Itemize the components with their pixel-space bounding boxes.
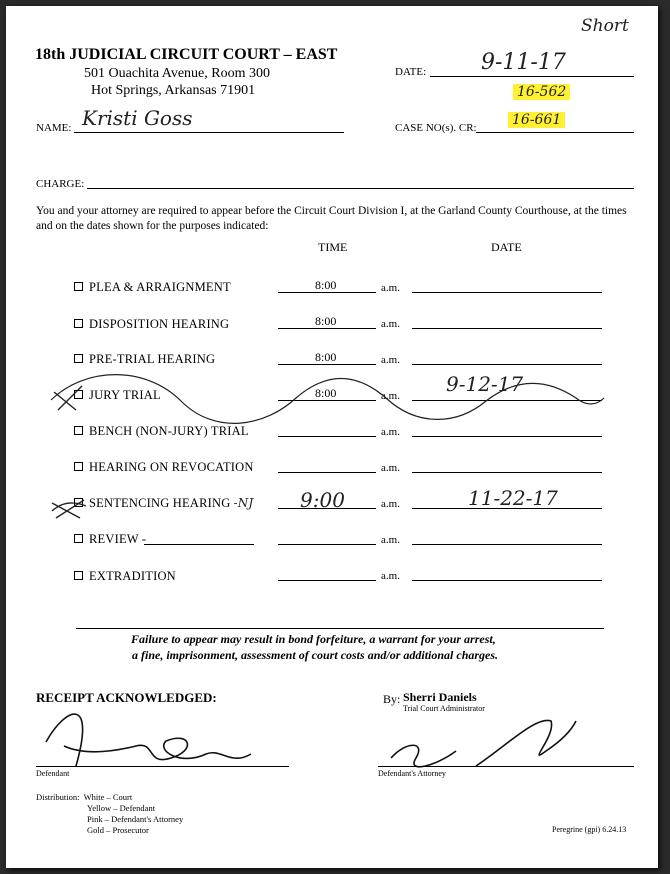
hearing-row: SENTENCING HEARING -NJ — [74, 496, 253, 511]
attorney-signature — [391, 720, 576, 766]
ampm-label: a.m. — [381, 354, 400, 366]
by-label: By: — [383, 692, 401, 706]
time-value: 8:00 — [315, 350, 337, 364]
sentencing-note: -NJ — [233, 496, 254, 510]
date-value: 9-11-17 — [481, 50, 566, 75]
handwritten-marks — [6, 6, 658, 868]
hearing-row: BENCH (NON-JURY) TRIAL — [74, 424, 249, 439]
distribution-item: Pink – Defendant's Attorney — [87, 814, 184, 824]
time-value: 9:00 — [300, 488, 345, 512]
form-id: Peregrine (gpi) 6.24.13 — [552, 825, 627, 834]
date-value: 9-12-17 — [446, 372, 524, 396]
distribution-item: Gold – Prosecutor — [87, 825, 149, 835]
hearing-row: DISPOSITION HEARING — [74, 317, 229, 332]
ampm-label: a.m. — [381, 570, 400, 582]
hearing-row: PLEA & ARRAIGNMENT — [74, 280, 231, 295]
attorney-label: Defendant's Attorney — [378, 769, 446, 778]
court-notice-page — [6, 6, 658, 868]
ampm-label: a.m. — [381, 462, 400, 474]
by-title: Trial Court Administrator — [403, 704, 485, 713]
date-column-header: DATE — [491, 240, 522, 254]
attorney-signature-line — [378, 766, 634, 767]
date-label: DATE: — [395, 66, 427, 78]
ampm-label: a.m. — [381, 498, 400, 510]
distribution-label: Distribution: — [36, 792, 80, 802]
warning-line2: a fine, imprisonment, assessment of court costs and/or additional charges. — [132, 648, 499, 662]
time-value: 8:00 — [315, 314, 337, 328]
warning-divider — [76, 628, 604, 629]
distribution-item: Yellow – Defendant — [87, 803, 156, 813]
by-name: Sherri Daniels — [403, 690, 477, 704]
court-name: 18th JUDICIAL CIRCUIT COURT – EAST — [35, 46, 338, 63]
case-label: CASE NO(s). CR: — [395, 122, 477, 134]
ampm-label: a.m. — [381, 390, 400, 402]
defendant-signature — [46, 714, 251, 766]
date-value: 11-22-17 — [468, 486, 558, 510]
ampm-label: a.m. — [381, 426, 400, 438]
ampm-label: a.m. — [381, 534, 400, 546]
name-value: Kristi Goss — [82, 106, 193, 130]
hearing-row: REVIEW - — [74, 532, 146, 547]
hearing-row: HEARING ON REVOCATION — [74, 460, 254, 475]
hearing-row: JURY TRIAL — [74, 388, 161, 403]
defendant-signature-line — [36, 766, 289, 767]
scribble-strike-icon — [51, 375, 604, 424]
defendant-label: Defendant — [36, 769, 70, 778]
case-number-2: 16-661 — [508, 112, 565, 128]
time-value: 8:00 — [315, 278, 337, 292]
warning-line1: Failure to appear may result in bond forfeiture, a warrant for your arrest, — [131, 632, 496, 646]
receipt-title: RECEIPT ACKNOWLEDGED: — [36, 690, 217, 705]
court-address-line1: 501 Ouachita Avenue, Room 300 — [84, 66, 270, 81]
ampm-label: a.m. — [381, 282, 400, 294]
case-number-1: 16-562 — [513, 84, 570, 100]
distribution-block — [36, 792, 183, 836]
corner-note: Short — [581, 16, 629, 36]
hearing-row: PRE-TRIAL HEARING — [74, 352, 215, 367]
court-address-line2: Hot Springs, Arkansas 71901 — [91, 83, 256, 98]
hearing-row: EXTRADITION — [74, 569, 176, 584]
name-label: NAME: — [36, 122, 72, 134]
time-value: 8:00 — [315, 386, 337, 400]
time-column-header: TIME — [318, 240, 348, 254]
distribution-item: White – Court — [83, 792, 133, 802]
sentencing-checkmark-icon — [52, 500, 86, 518]
jury-checkmark-icon — [54, 386, 82, 410]
charge-label: CHARGE: — [36, 178, 85, 190]
instructions-text: You and your attorney are required to appear before the Circuit Court Division I, at the Garland County Courthouse, at the times and on the dates shown for the purposes indicated: — [36, 205, 627, 232]
ampm-label: a.m. — [381, 318, 400, 330]
